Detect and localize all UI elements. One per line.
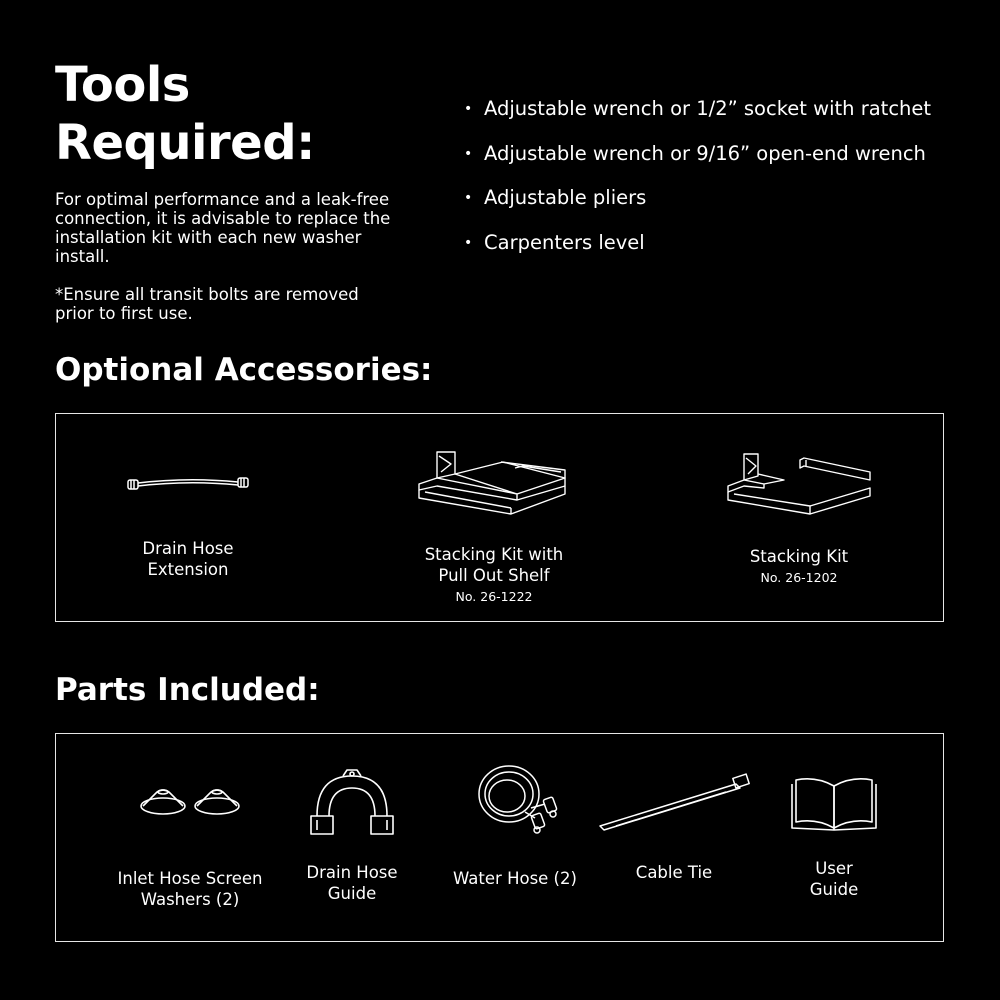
part-item-water-hose [440,758,590,889]
part-label: Water Hose (2) [453,869,577,888]
tool-item [464,185,931,230]
tool-item-label: Adjustable wrench or 1/2” socket with ratchet [484,97,932,120]
accessory-label: Stacking Kit with Pull Out Shelf [424,545,564,585]
stacking-kit-shelf-icon [415,448,573,520]
bullet-icon: • [464,101,473,117]
part-item-screen-washers [110,778,270,910]
accessory-model-number: No. 26-1222 [455,589,533,604]
part-item-drain-hose-guide [296,768,408,904]
tool-item [464,141,931,186]
tool-item [464,96,931,141]
accessory-item-stacking-kit [714,448,884,586]
water-hose-icon [465,758,565,838]
stacking-kit-icon [724,448,874,520]
tool-item [464,230,931,275]
tools-title-line1: Tools [55,57,190,113]
part-item-user-guide [774,774,894,900]
parts-included-title: Parts Included: [55,672,320,708]
tools-list [464,96,931,275]
tools-title-line2: Required: [55,115,315,171]
accessory-item-drain-hose-extension [108,474,268,580]
optional-accessories-title: Optional Accessories: [55,352,433,388]
tool-item-label: Carpenters level [484,231,645,255]
tools-description: For optimal performance and a leak-free connection, it is advisable to replace the installation kit with each new washer install. [55,190,391,266]
drain-hose-guide-icon [307,768,397,838]
accessory-label: Stacking Kit [749,547,849,566]
accessory-model-number: No. 26-1202 [760,570,838,585]
accessory-label: Drain Hose Extension [142,539,234,579]
tools-note: *Ensure all transit bolts are removed prior to first use. [55,285,359,323]
part-label: Inlet Hose Screen Washers (2) [117,869,263,909]
bullet-icon: • [464,190,473,207]
bullet-icon: • [464,145,473,162]
part-label: Drain Hose Guide [306,863,398,903]
accessory-item-stacking-kit-shelf [396,448,592,605]
user-guide-icon [786,774,882,834]
part-label: Cable Tie [635,863,713,882]
part-label: User Guide [809,859,859,899]
part-item-cable-tie [596,772,752,883]
accessories-panel [55,413,944,622]
cable-tie-icon [596,772,752,832]
tool-item-label: Adjustable pliers [484,186,647,210]
tool-item-label: Adjustable wrench or 9/16” open-end wrench [484,141,926,165]
drain-hose-extension-icon [126,474,250,494]
screen-washers-icon [135,778,245,828]
parts-panel [55,733,944,942]
bullet-icon: • [464,235,473,252]
tools-required-title [55,56,415,172]
